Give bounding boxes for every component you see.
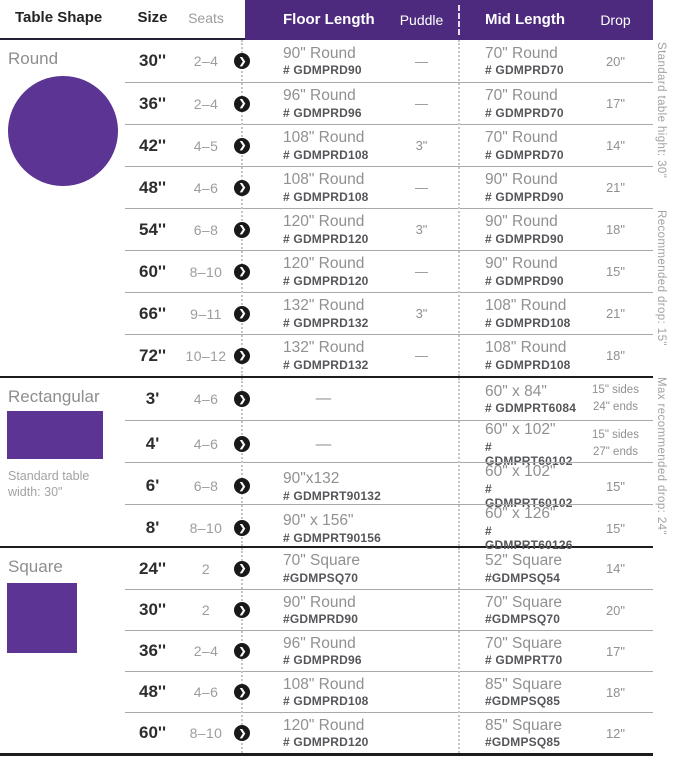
- drop-value: 21": [605, 180, 626, 195]
- floor-length-part-number: # GDMPRT90156: [283, 530, 381, 545]
- mid-length-value: 85" Square: [485, 675, 563, 693]
- mid-length-part-number: # GDMPRD90: [485, 189, 564, 204]
- floor-length-value: 132" Round: [283, 339, 365, 357]
- chevron-right-circle-icon[interactable]: ❯: [234, 520, 250, 536]
- chevron-right-circle-icon[interactable]: ❯: [234, 264, 250, 280]
- drop-value: 20": [605, 602, 626, 618]
- floor-length-cell: [252, 45, 395, 78]
- drop-cell: [578, 382, 653, 417]
- mid-length-cell: [470, 129, 578, 162]
- column-header-table-shape: Table Shape: [15, 9, 103, 26]
- puddle-value: 3": [415, 138, 428, 153]
- dotted-column-divider: [458, 378, 460, 546]
- mid-length-cell: [470, 676, 578, 709]
- arrow-cell: [232, 436, 252, 452]
- shape-label: Rectangular: [8, 387, 100, 406]
- arrow-cell: [232, 53, 252, 69]
- size-value: 66'': [139, 303, 166, 323]
- floor-length-value: 90" Round: [283, 44, 356, 62]
- arrow-cell: [232, 478, 252, 494]
- arrow-cell: [232, 348, 252, 364]
- drop-value: 20": [605, 53, 626, 69]
- seats-value: 4–6: [193, 391, 219, 407]
- floor-length-value: —: [315, 390, 332, 408]
- puddle-value: —: [415, 264, 428, 279]
- size-value: 4': [145, 434, 160, 454]
- chevron-right-circle-icon[interactable]: ❯: [234, 436, 250, 452]
- mid-length-value: 70" Square: [485, 593, 563, 611]
- table-header: [0, 0, 679, 40]
- bottom-border: [0, 753, 653, 756]
- drop-cell: [578, 96, 653, 111]
- floor-length-part-number: # GDMPRD120: [283, 231, 369, 246]
- floor-length-part-number: # GDMPRD120: [283, 273, 369, 288]
- arrow-cell: [232, 180, 252, 196]
- drop-value: 15" sides: [592, 383, 639, 396]
- mid-length-value: 90" Round: [485, 171, 558, 189]
- side-note-table-height: Standard table hight: 30": [655, 42, 667, 179]
- mid-length-cell: [470, 594, 578, 627]
- seats-value: 6–8: [193, 221, 219, 238]
- drop-value: 17": [605, 643, 626, 659]
- mid-length-value: 52" Square: [485, 552, 563, 570]
- row-content: [125, 630, 653, 671]
- size-value: 30'': [139, 51, 166, 70]
- seats-value: 8–10: [189, 725, 223, 741]
- size-value: 8': [145, 518, 160, 538]
- drop-cell: [578, 521, 653, 536]
- floor-length-cell: [252, 717, 395, 750]
- floor-length-part-number: #GDMPSQ70: [283, 570, 359, 585]
- mid-length-cell: [470, 383, 578, 416]
- drop-value: 15": [605, 264, 626, 279]
- mid-length-value: 70" Round: [485, 44, 558, 62]
- seats-value: 4–5: [193, 137, 219, 154]
- column-header-floor-length: Floor Length: [283, 11, 375, 28]
- size-value: 24'': [139, 558, 166, 578]
- floor-length-cell: [252, 171, 395, 204]
- size-value: 3': [145, 389, 160, 408]
- puddle-value: 3": [415, 222, 428, 237]
- seats-value: 4–6: [193, 179, 219, 196]
- seats-value: 10–12: [185, 347, 227, 364]
- floor-length-part-number: # GDMPRD120: [283, 735, 369, 750]
- puddle-value: —: [415, 180, 428, 195]
- floor-length-cell: [252, 213, 395, 246]
- shape-label: Round: [8, 49, 59, 68]
- floor-length-cell: [252, 390, 395, 408]
- floor-length-part-number: # GDMPRD96: [283, 653, 362, 668]
- chevron-right-circle-icon[interactable]: ❯: [234, 602, 250, 618]
- floor-length-cell: [252, 436, 395, 454]
- mid-length-part-number: # GDMPRD108: [485, 315, 571, 330]
- arrow-cell: [232, 96, 252, 112]
- dotted-column-divider: [458, 548, 460, 753]
- mid-length-part-number: # GDMPRT60102: [485, 481, 573, 510]
- floor-length-cell: [252, 470, 395, 503]
- chevron-right-circle-icon[interactable]: ❯: [234, 643, 250, 659]
- floor-length-cell: [252, 339, 395, 372]
- floor-length-part-number: # GDMPRD108: [283, 694, 369, 709]
- shape-column: [0, 548, 125, 753]
- drop-cell: [578, 561, 653, 576]
- mid-length-cell: [470, 339, 578, 372]
- header-left: [0, 0, 245, 40]
- floor-length-value: 120" Round: [283, 716, 365, 734]
- shape-label: Square: [8, 557, 63, 576]
- drop-value: 14": [605, 138, 626, 153]
- mid-length-part-number: #GDMPSQ54: [485, 570, 561, 585]
- row-content: [125, 40, 653, 82]
- floor-length-part-number: # GDMPRT90132: [283, 488, 381, 503]
- floor-length-value: 132" Round: [283, 297, 365, 315]
- seats-value: 2–4: [193, 95, 219, 112]
- circle-shape-swatch: [8, 76, 118, 186]
- floor-length-part-number: # GDMPRD132: [283, 357, 369, 372]
- row-content: [125, 504, 653, 552]
- mid-length-cell: [470, 505, 578, 552]
- row-content: [125, 292, 653, 334]
- dotted-column-divider: [241, 40, 243, 376]
- size-value: 30'': [139, 600, 166, 619]
- row-content: [125, 420, 653, 468]
- header-dashed-divider: [458, 5, 460, 35]
- size-value: 60'': [139, 261, 166, 281]
- shape-column: [0, 378, 125, 546]
- drop-value: 18": [605, 684, 626, 700]
- drop-value: 15": [605, 520, 626, 536]
- floor-length-cell: [252, 129, 395, 162]
- mid-length-cell: [470, 213, 578, 246]
- row-content: [125, 548, 653, 589]
- size-value: 48'': [139, 682, 166, 701]
- floor-length-value: 70" Square: [283, 552, 361, 570]
- table-body: [0, 40, 679, 753]
- row-content: [125, 378, 653, 420]
- seats-value: 6–8: [193, 478, 219, 495]
- mid-length-part-number: # GDMPRD70: [485, 105, 564, 120]
- size-value: 36'': [139, 641, 166, 660]
- row-content: [125, 166, 653, 208]
- floor-length-part-number: # GDMPRD108: [283, 147, 369, 162]
- drop-value: 21": [605, 306, 626, 321]
- floor-length-value: 96" Round: [283, 634, 356, 652]
- chevron-right-circle-icon[interactable]: ❯: [234, 561, 250, 577]
- row-content: [125, 334, 653, 376]
- row-content: [125, 208, 653, 250]
- floor-length-value: 120" Round: [283, 255, 365, 273]
- column-header-puddle: Puddle: [399, 12, 444, 28]
- mid-length-part-number: # GDMPRT60102: [485, 439, 573, 468]
- drop-cell: [578, 180, 653, 195]
- size-value: 54'': [139, 219, 166, 239]
- mid-length-part-number: #GDMPSQ85: [485, 735, 561, 750]
- arrow-cell: [232, 725, 252, 741]
- arrow-cell: [232, 643, 252, 659]
- mid-length-cell: [470, 552, 578, 585]
- side-notes: [655, 42, 667, 742]
- header-purple-band: [245, 0, 653, 40]
- floor-length-value: 108" Round: [283, 129, 365, 147]
- mid-length-value: 85" Square: [485, 716, 563, 734]
- mid-length-part-number: # GDMPRD70: [485, 147, 564, 162]
- arrow-cell: [232, 561, 252, 577]
- arrow-cell: [232, 684, 252, 700]
- seats-value: 2–4: [193, 643, 219, 659]
- chevron-right-circle-icon[interactable]: ❯: [234, 478, 250, 494]
- row-content: [125, 589, 653, 630]
- shape-column: [0, 40, 125, 376]
- drop-value: 14": [605, 561, 626, 576]
- arrow-cell: [232, 306, 252, 322]
- drop-value: 15" sides: [592, 429, 639, 442]
- floor-length-value: 120" Round: [283, 213, 365, 231]
- rectangle-shape-swatch: [7, 411, 103, 459]
- arrow-cell: [232, 391, 252, 407]
- chevron-right-circle-icon[interactable]: ❯: [234, 53, 250, 69]
- puddle-value: —: [415, 53, 428, 69]
- floor-length-part-number: #GDMPRD90: [283, 612, 359, 627]
- column-header-size: Size: [137, 9, 168, 26]
- floor-length-cell: [252, 676, 395, 709]
- mid-length-cell: [470, 421, 578, 468]
- row-content: [125, 82, 653, 124]
- drop-cell: [578, 685, 653, 700]
- mid-length-value: 90" Round: [485, 255, 558, 273]
- mid-length-part-number: # GDMPRD90: [485, 273, 564, 288]
- seats-value: 4–6: [193, 684, 219, 700]
- row-content: [125, 671, 653, 712]
- chevron-right-circle-icon[interactable]: ❯: [234, 96, 250, 112]
- mid-length-value: 60" x 102": [485, 421, 556, 438]
- drop-value: 15": [605, 478, 626, 494]
- seats-value: 2: [201, 602, 211, 618]
- drop-cell: [578, 479, 653, 494]
- drop-cell: [578, 306, 653, 321]
- mid-length-value: 60" x 84": [485, 382, 547, 400]
- mid-length-part-number: #GDMPSQ70: [485, 612, 561, 627]
- drop-cell: [578, 222, 653, 237]
- floor-length-value: 90" x 156": [283, 512, 354, 529]
- chevron-right-circle-icon[interactable]: ❯: [234, 138, 250, 154]
- shape-section: [0, 40, 679, 376]
- arrow-cell: [232, 222, 252, 238]
- mid-length-cell: [470, 171, 578, 204]
- row-content: [125, 712, 653, 753]
- floor-length-cell: [252, 87, 395, 120]
- floor-length-part-number: # GDMPRD132: [283, 315, 369, 330]
- floor-length-value: 108" Round: [283, 171, 365, 189]
- floor-length-value: 90" Round: [283, 593, 356, 611]
- seats-value: 9–11: [190, 305, 222, 322]
- arrow-cell: [232, 138, 252, 154]
- shape-section: [0, 378, 679, 552]
- chevron-right-circle-icon[interactable]: ❯: [234, 684, 250, 700]
- row-content: [125, 124, 653, 166]
- size-value: 42'': [139, 135, 166, 155]
- arrow-cell: [232, 264, 252, 280]
- floor-length-value: 96" Round: [283, 87, 356, 105]
- floor-length-value: 90"x132: [283, 470, 340, 487]
- puddle-value: —: [415, 348, 428, 363]
- mid-length-value: 70" Square: [485, 634, 563, 652]
- mid-length-part-number: # GDMPRT60126: [485, 523, 573, 552]
- column-header-drop: Drop: [600, 12, 631, 28]
- chevron-right-circle-icon[interactable]: ❯: [234, 306, 250, 322]
- mid-length-value: 70" Round: [485, 129, 558, 147]
- drop-cell: [578, 427, 653, 462]
- size-value: 36'': [139, 93, 166, 113]
- seats-value: 8–10: [189, 263, 223, 280]
- size-value: 72'': [139, 345, 166, 365]
- mid-length-cell: [470, 45, 578, 78]
- puddle-value: —: [415, 96, 428, 111]
- dotted-column-divider: [458, 40, 460, 376]
- shape-section: [0, 548, 679, 753]
- arrow-cell: [232, 602, 252, 618]
- drop-cell: [578, 348, 653, 363]
- floor-length-cell: [252, 552, 395, 585]
- seats-value: 8–10: [189, 520, 223, 537]
- mid-length-part-number: # GDMPRD70: [485, 63, 564, 78]
- chevron-right-circle-icon[interactable]: ❯: [234, 391, 250, 407]
- drop-cell: [578, 138, 653, 153]
- floor-length-cell: [252, 297, 395, 330]
- floor-length-cell: [252, 255, 395, 288]
- side-note-max-drop: Max recommended drop: 24": [655, 377, 667, 536]
- mid-length-value: 90" Round: [485, 213, 558, 231]
- floor-length-part-number: # GDMPRD96: [283, 105, 362, 120]
- puddle-value: 3": [415, 306, 428, 321]
- drop-value: 17": [605, 96, 626, 111]
- mid-length-value: 108" Round: [485, 297, 567, 315]
- drop-cell: [578, 54, 653, 69]
- mid-length-value: 60" x 102": [485, 463, 556, 480]
- square-shape-swatch: [7, 583, 77, 653]
- row-content: [125, 462, 653, 510]
- side-note-recommended-drop: Recommended drop: 15": [655, 209, 667, 346]
- drop-value: 12": [605, 725, 626, 741]
- chevron-right-circle-icon[interactable]: ❯: [234, 348, 250, 364]
- shape-caption: Standard table width: 30": [8, 469, 90, 500]
- drop-cell: [578, 644, 653, 659]
- mid-length-part-number: #GDMPSQ85: [485, 694, 561, 709]
- mid-length-part-number: # GDMPRT70: [485, 653, 563, 668]
- floor-length-cell: [252, 594, 395, 627]
- mid-length-cell: [470, 255, 578, 288]
- arrow-cell: [232, 520, 252, 536]
- chevron-right-circle-icon[interactable]: ❯: [234, 725, 250, 741]
- size-value: 6': [145, 476, 160, 496]
- chevron-right-circle-icon[interactable]: ❯: [234, 222, 250, 238]
- mid-length-part-number: # GDMPRT6084: [485, 401, 577, 416]
- column-header-seats: Seats: [188, 10, 224, 26]
- mid-length-cell: [470, 87, 578, 120]
- mid-length-cell: [470, 635, 578, 668]
- seats-value: 4–6: [193, 436, 219, 453]
- floor-length-part-number: # GDMPRD90: [283, 63, 362, 78]
- mid-length-cell: [470, 463, 578, 510]
- size-value: 48'': [139, 177, 166, 197]
- drop-value: 18": [605, 348, 626, 363]
- floor-length-value: —: [315, 435, 332, 453]
- seats-value: 2: [201, 560, 211, 577]
- drop-value-secondary: 27" ends: [592, 446, 638, 459]
- mid-length-part-number: # GDMPRD108: [485, 357, 571, 372]
- size-value: 60'': [139, 723, 166, 742]
- mid-length-part-number: # GDMPRD90: [485, 231, 564, 246]
- floor-length-part-number: # GDMPRD108: [283, 189, 369, 204]
- mid-length-value: 108" Round: [485, 339, 567, 357]
- row-content: [125, 250, 653, 292]
- floor-length-value: 108" Round: [283, 675, 365, 693]
- floor-length-cell: [252, 512, 395, 545]
- drop-cell: [578, 726, 653, 741]
- drop-cell: [578, 603, 653, 618]
- floor-length-cell: [252, 635, 395, 668]
- mid-length-cell: [470, 717, 578, 750]
- seats-value: 2–4: [193, 53, 219, 69]
- drop-cell: [578, 264, 653, 279]
- drop-value: 18": [605, 222, 626, 237]
- mid-length-value: 70" Round: [485, 87, 558, 105]
- mid-length-value: 60" x 126": [485, 505, 556, 522]
- drop-value-secondary: 24" ends: [592, 401, 638, 413]
- column-header-mid-length: Mid Length: [485, 11, 565, 28]
- mid-length-cell: [470, 297, 578, 330]
- chevron-right-circle-icon[interactable]: ❯: [234, 180, 250, 196]
